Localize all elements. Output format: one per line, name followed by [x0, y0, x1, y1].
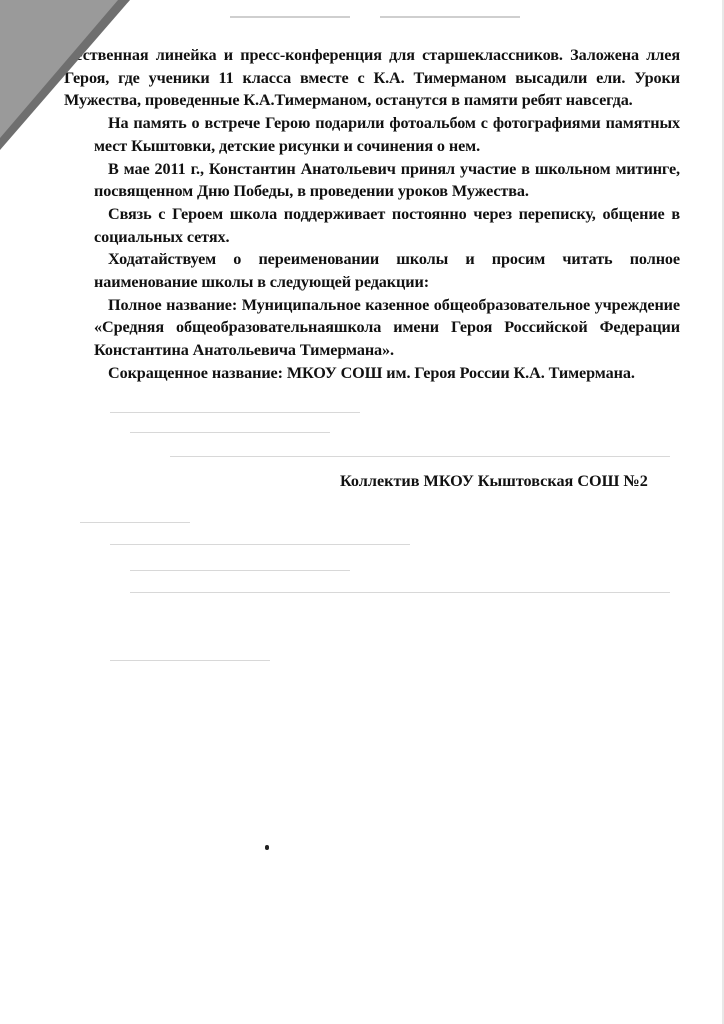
paragraph-4: Связь с Героем школа поддерживает постоянно через переписку, общение в социальных сетях. [94, 204, 680, 246]
bleed-through-line [110, 412, 360, 413]
paragraph-3: В мае 2011 г., Константин Анатольевич принял участие в школьном митинге, посвященном Дню Победы, в проведении уроков Мужества. [94, 159, 680, 201]
bleed-through-line [80, 522, 190, 523]
paragraph-7: Сокращенное название: МКОУ СОШ им. Героя России К.А. Тимермана. [108, 363, 635, 382]
bleed-through-line [130, 592, 670, 593]
paragraph-1: жественная линейка и пресс-конференция для старшеклассников. Заложена ллея Героя, где ученики 11 класса вместе с К.А. Тимерманом высадили ели. Уроки Мужества, проведенные К.А.Тимерманом, останутся в памяти ребят навсегда. [64, 46, 680, 110]
bleed-through-line [380, 16, 520, 18]
paragraph-5: Ходатайствуем о переименовании школы и просим читать полное наименование школы в следующей редакции: [94, 250, 680, 292]
paragraph-6: Полное название: Муниципальное казенное общеобразовательное учреждение «Средняя общеобразовательнаяшкола имени Героя Российской Федерации Константина Анатольевича Тимермана». [94, 295, 680, 360]
bleed-through-line [170, 456, 670, 457]
bleed-through-line [130, 570, 350, 571]
bleed-through-line [130, 432, 330, 433]
bleed-through-line [110, 660, 270, 661]
scan-speck [265, 845, 269, 850]
bleed-through-line [110, 544, 410, 545]
bleed-through-line [230, 16, 350, 18]
paragraph-2: На память о встрече Герою подарили фотоальбом с фотографиями памятных мест Кыштовки, детские рисунки и сочинения о нем. [94, 114, 680, 155]
folded-corner-shade [0, 0, 118, 138]
signature-line: Коллектив МКОУ Кыштовская СОШ №2 [340, 472, 648, 490]
letter-body [64, 44, 680, 385]
